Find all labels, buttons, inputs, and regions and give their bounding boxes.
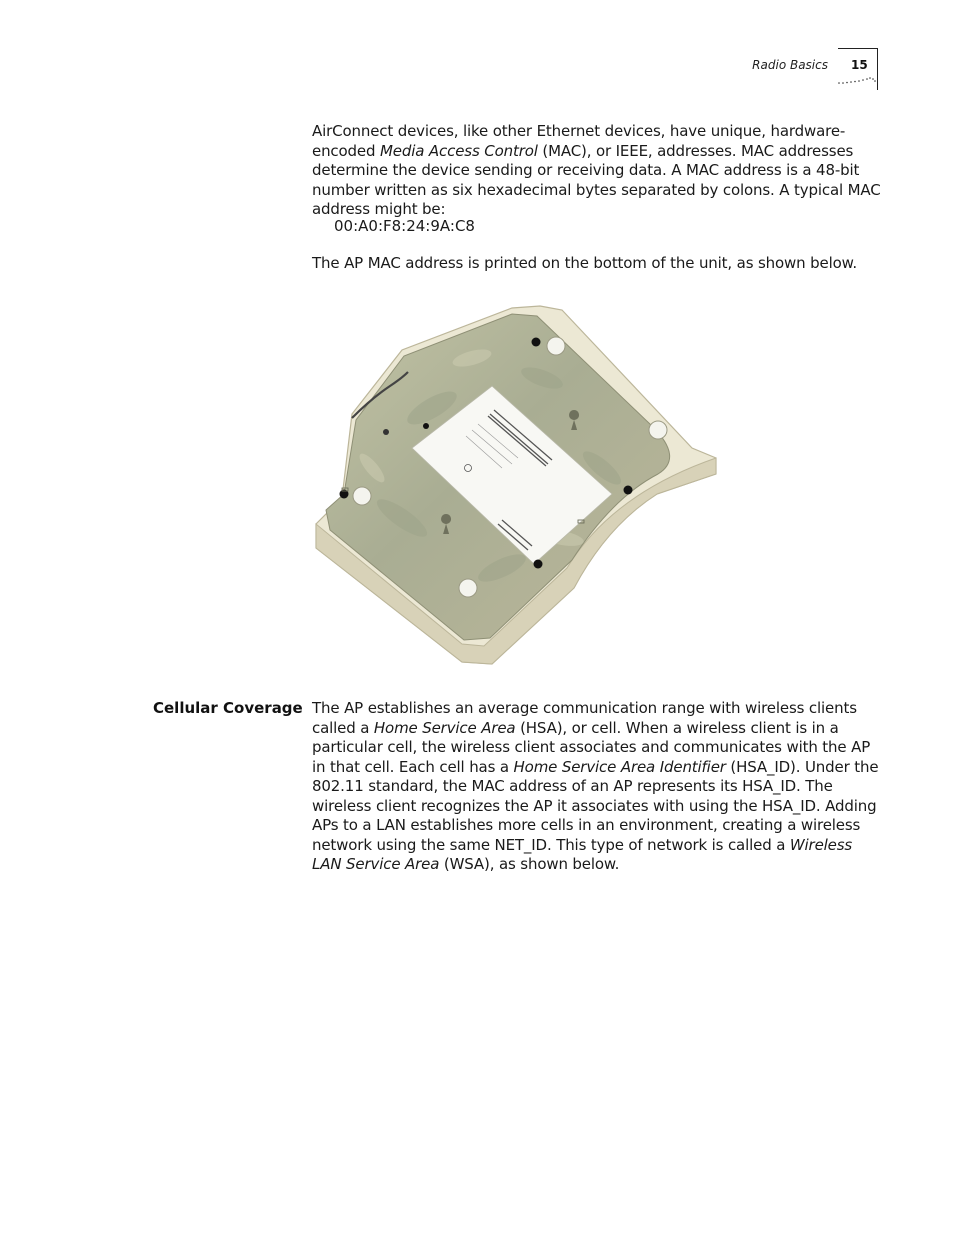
header-rule-horizontal [838,48,878,49]
intro-term-mac: Media Access Control [380,141,538,160]
cellular-text-3: (HSA_ID). Under the 802.11 standard, the MAC address of an AP represents its HSA_ID. The wireless client recognizes the AP it associates with using the HSA_ID. Adding APs to a LAN establishes more cells in an environment, creating a wireless network using the same NET_ID. This type of network is called a [312,757,879,854]
term-hsa-identifier: Home Service Area Identifier [513,757,726,776]
cellular-text-2: (HSA), or cell. When a wireless client is in a particular cell, the wireless client associates and communicates with the AP in that cell. Each cell has a [312,718,871,776]
header-dot-ornament [838,72,878,86]
mac-address-example: 00:A0:F8:24:9A:C8 [334,217,475,235]
running-header-title: Radio Basics [752,58,828,72]
cellular-coverage-paragraph [312,699,884,875]
mac-location-paragraph: The AP MAC address is printed on the bottom of the unit, as shown below. [312,254,857,272]
cellular-text-1: The AP establishes an average communication range with wireless clients called a [312,699,857,737]
page-number: 15 [851,58,868,72]
term-home-service-area: Home Service Area [373,718,516,737]
term-wlan-service-area: Wireless LAN Service Area [312,835,853,873]
access-point-bottom-figure [312,298,722,670]
section-heading-cellular-coverage: Cellular Coverage [153,699,303,717]
intro-text-a: AirConnect devices, like other Ethernet devices, have unique, hardware-encoded [312,122,846,160]
cellular-text-4: (WSA), as shown below. [439,855,620,873]
intro-paragraph [312,122,884,220]
intro-text-b: (MAC), or IEEE, addresses. MAC addresses determine the device sending or receiving data. A MAC address is a 48-bit number written as six hexadecimal bytes separated by colons. A typical MAC address might be: [312,141,881,218]
